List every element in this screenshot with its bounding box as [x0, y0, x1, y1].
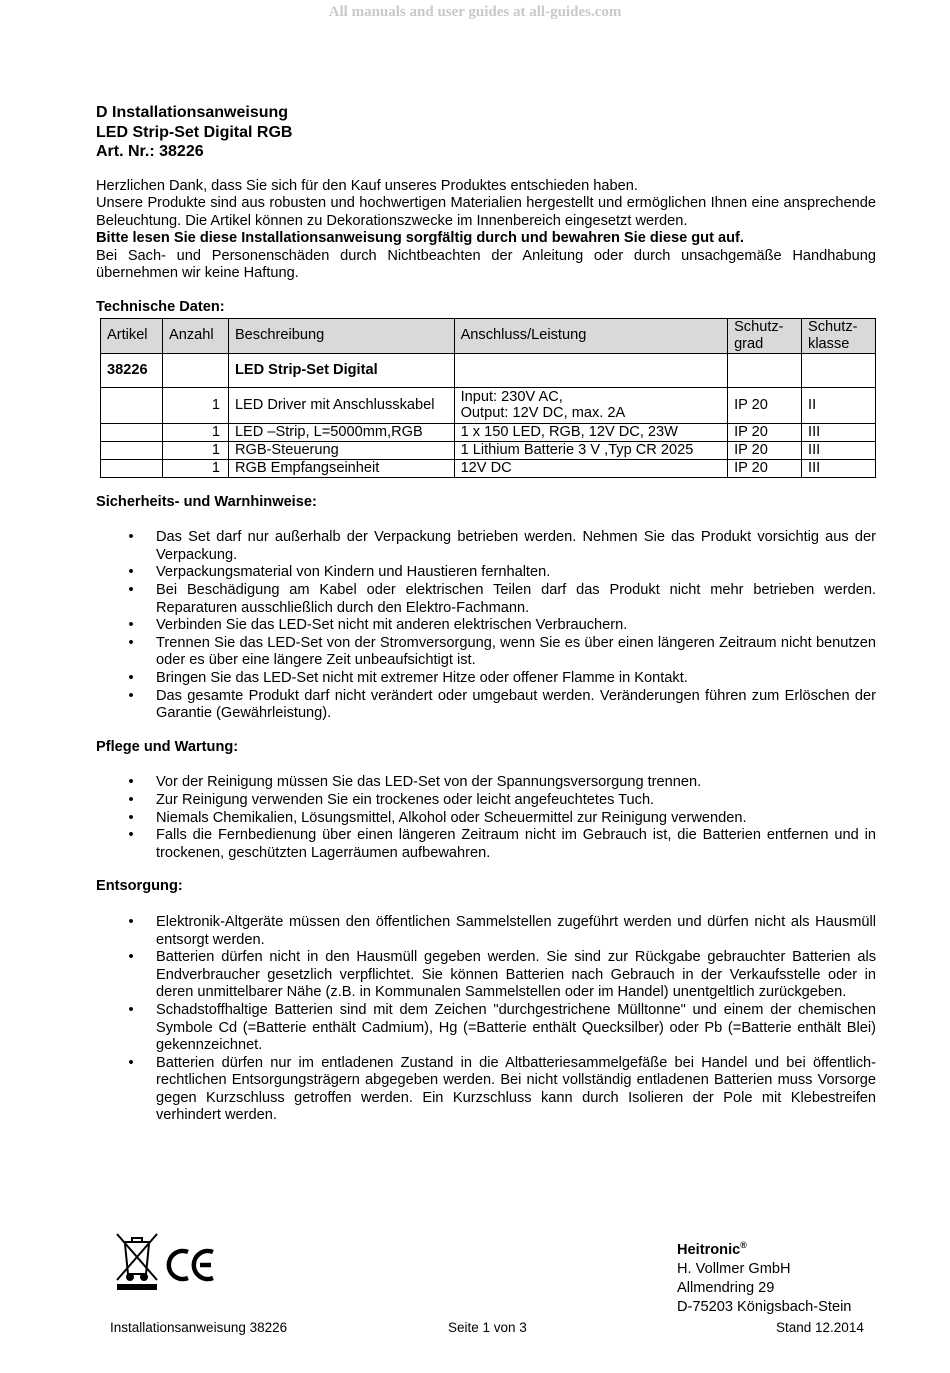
bullet: • — [128, 827, 134, 844]
doc-title-line1: D Installationsanweisung — [96, 104, 289, 121]
list-item: • Elektronik-Altgeräte müssen den öffentlichen Sammelstellen zugeführt werden und dürfen nicht als Hausmüll entsorgt werden. — [96, 914, 876, 949]
cell-beschreibung: LED Driver mit Anschlusskabel — [228, 387, 454, 423]
bullet: • — [128, 582, 134, 599]
cell-anzahl: 1 — [162, 441, 228, 459]
intro-liability: Bei Sach- und Personenschäden durch Nichtbeachten der Anleitung oder durch unsachgemäße Handhabung übernehmen wir keine Haftung. — [96, 247, 876, 282]
list-item: • Falls die Fernbedienung über einen längeren Zeitraum nicht im Gebrauch ist, die Batterien entfernen und in trockenen, geschützten Lagerräumen aufbewahren. — [96, 827, 876, 862]
care-list — [96, 774, 876, 862]
bullet: • — [128, 809, 134, 826]
cell-schutzklasse: III — [802, 423, 876, 441]
disposal-list — [96, 914, 876, 1125]
table-row — [101, 423, 876, 441]
article-number: Art. Nr.: 38226 — [96, 143, 204, 160]
company-street: Allmendring 29 — [677, 1279, 775, 1296]
intro-read-notice: Bitte lesen Sie diese Installationsanweisung sorgfältig durch und bewahren Sie diese gut auf. — [96, 230, 744, 247]
bullet: • — [128, 1001, 134, 1018]
bullet: • — [128, 529, 134, 546]
tech-table — [100, 318, 876, 478]
bullet: • — [128, 913, 134, 930]
footer-page-number: Seite 1 von 3 — [448, 1320, 527, 1335]
group-artikel: 38226 — [101, 353, 163, 387]
group-beschreibung: LED Strip-Set Digital — [228, 353, 454, 387]
list-item: • Vor der Reinigung müssen Sie das LED-Set von der Spannungsversorgung trennen. — [96, 774, 876, 792]
table-row — [101, 459, 876, 477]
empty-cell — [101, 459, 163, 477]
cell-schutzklasse: III — [802, 459, 876, 477]
cell-anzahl: 1 — [162, 387, 228, 423]
col-anschluss: Anschluss/Leistung — [454, 318, 728, 353]
empty-cell — [101, 387, 163, 423]
empty-cell — [728, 353, 802, 387]
tech-heading: Technische Daten: — [96, 299, 225, 316]
cell-anschluss: 1 Lithium Batterie 3 V ,Typ CR 2025 — [454, 441, 728, 459]
list-item: • Niemals Chemikalien, Lösungsmittel, Alkohol oder Scheuermittel zur Reinigung verwenden. — [96, 810, 876, 828]
list-item: • Batterien dürfen nur im entladenen Zustand in die Altbatteriesammelgefäße bei Handel und bei öffentlich-rechtlichen Entsorgungsträgern abgegeben werden. Bei nicht vollständig entladenen Batterien muss Vorsorge gegen Kurzschluss getroffen werden. Ein Kurzschluss kann durch Isolieren der Pole mit Klebestreifen verhindert werden. — [96, 1055, 876, 1125]
cell-anzahl: 1 — [162, 459, 228, 477]
table-row — [101, 441, 876, 459]
cell-schutzklasse: II — [802, 387, 876, 423]
disposal-heading: Entsorgung: — [96, 878, 183, 895]
company-address — [677, 1236, 851, 1317]
col-schutzgrad: Schutz- grad — [728, 318, 802, 353]
company-name: H. Vollmer GmbH — [677, 1260, 791, 1277]
empty-cell — [802, 353, 876, 387]
bullet: • — [128, 949, 134, 966]
cell-beschreibung: RGB-Steuerung — [228, 441, 454, 459]
cell-beschreibung: RGB Empfangseinheit — [228, 459, 454, 477]
cell-schutzklasse: III — [802, 441, 876, 459]
crossed-out-wheelie-bin-icon — [117, 1234, 157, 1290]
company-city: D-75203 Königsbach-Stein — [677, 1298, 852, 1315]
list-item: • Zur Reinigung verwenden Sie ein trockenes oder leicht angefeuchtetes Tuch. — [96, 792, 876, 810]
empty-cell — [101, 423, 163, 441]
cell-anschluss: Input: 230V AC, Output: 12V DC, max. 2A — [454, 387, 728, 423]
list-item: • Verbinden Sie das LED-Set nicht mit anderen elektrischen Verbrauchern. — [96, 617, 876, 635]
safety-heading: Sicherheits- und Warnhinweise: — [96, 493, 317, 510]
list-item: • Bei Beschädigung am Kabel oder elektrischen Teilen darf das Produkt nicht mehr betrieben werden. Reparaturen ausschließlich durch den Elektro-Fachmann. — [96, 582, 876, 617]
list-item: • Das Set darf nur außerhalb der Verpackung betrieben werden. Nehmen Sie das Produkt vorsichtig aus der Verpackung. — [96, 529, 876, 564]
col-schutzklasse: Schutz- klasse — [802, 318, 876, 353]
empty-cell — [101, 441, 163, 459]
tech-header-row — [101, 318, 876, 353]
footer-doc-name: Installationsanweisung 38226 — [110, 1320, 288, 1335]
bullet: • — [128, 687, 134, 704]
cell-schutzgrad: IP 20 — [728, 423, 802, 441]
cell-schutzgrad: IP 20 — [728, 441, 802, 459]
company-brand: Heitronic® — [677, 1240, 747, 1258]
list-item: • Batterien dürfen nicht in den Hausmüll gegeben werden. Sie sind zur Rückgabe gebrauchter Batterien als Endverbraucher gesetzlich verpflichtet. Sie können Batterien nach Gebrauch in der Verkaufsstelle oder in deren unmittelbarer Nähe (z.B. in Kommunalen Sammelstellen oder im Handel) unentgeltlich zurückgeben. — [96, 949, 876, 1002]
intro-products: Unsere Produkte sind aus robusten und hochwertigen Materialien hergestellt und ermöglichen Ihnen eine ansprechende Beleuchtung. Die Artikel können zu Dekorationszwecke im Innenbereich eingesetzt werden. — [96, 195, 876, 229]
empty-cell — [454, 353, 728, 387]
col-artikel: Artikel — [101, 318, 163, 353]
cell-beschreibung: LED –Strip, L=5000mm,RGB — [228, 423, 454, 441]
watermark: All manuals and user guides at all-guides.com — [328, 4, 622, 20]
list-item: • Trennen Sie das LED-Set von der Stromversorgung, wenn Sie es über einen längeren Zeitraum nicht benutzen oder es über eine längere Zeit unbeaufsichtigt ist. — [96, 635, 876, 670]
document-body — [96, 103, 876, 1125]
list-item: • Verpackungsmaterial von Kindern und Haustieren fernhalten. — [96, 564, 876, 582]
cell-anschluss: 1 x 150 LED, RGB, 12V DC, 23W — [454, 423, 728, 441]
col-anzahl: Anzahl — [162, 318, 228, 353]
bullet: • — [128, 791, 134, 808]
cell-anzahl: 1 — [162, 423, 228, 441]
bullet: • — [128, 1054, 134, 1071]
table-row — [101, 387, 876, 423]
cell-schutzgrad: IP 20 — [728, 459, 802, 477]
bullet: • — [128, 670, 134, 686]
intro — [96, 178, 876, 284]
bullet: • — [128, 634, 134, 651]
list-item: • Das gesamte Produkt darf nicht verändert oder umgebaut werden. Veränderungen führen zum Erlöschen der Garantie (Gewährleistung). — [96, 688, 876, 723]
care-heading: Pflege und Wartung: — [96, 738, 239, 755]
list-item: • Schadstoffhaltige Batterien sind mit dem Zeichen "durchgestrichene Mülltonne" und einem der chemischen Symbole Cd (=Batterie enthält Cadmium), Hg (=Batterie enthält Quecksilber) oder Pb (=Batterie enthält Blei) gekennzeichnet. — [96, 1002, 876, 1055]
doc-title-line2: LED Strip-Set Digital RGB — [96, 123, 293, 141]
list-item: • Bringen Sie das LED-Set nicht mit extremer Hitze oder offener Flamme in Kontakt. — [96, 670, 876, 688]
col-beschreibung: Beschreibung — [228, 318, 454, 353]
ce-mark-icon — [169, 1251, 213, 1279]
footer-icons — [113, 1230, 223, 1298]
cell-schutzgrad: IP 20 — [728, 387, 802, 423]
table-group-row — [101, 353, 876, 387]
bullet: • — [128, 564, 134, 581]
intro-thanks: Herzlichen Dank, dass Sie sich für den Kauf unseres Produktes entschieden haben. — [96, 177, 638, 194]
bullet: • — [128, 617, 134, 634]
footer-version: Stand 12.2014 — [776, 1320, 864, 1335]
cell-anschluss: 12V DC — [454, 459, 728, 477]
safety-list — [96, 529, 876, 723]
empty-cell — [162, 353, 228, 387]
bullet: • — [128, 774, 134, 791]
